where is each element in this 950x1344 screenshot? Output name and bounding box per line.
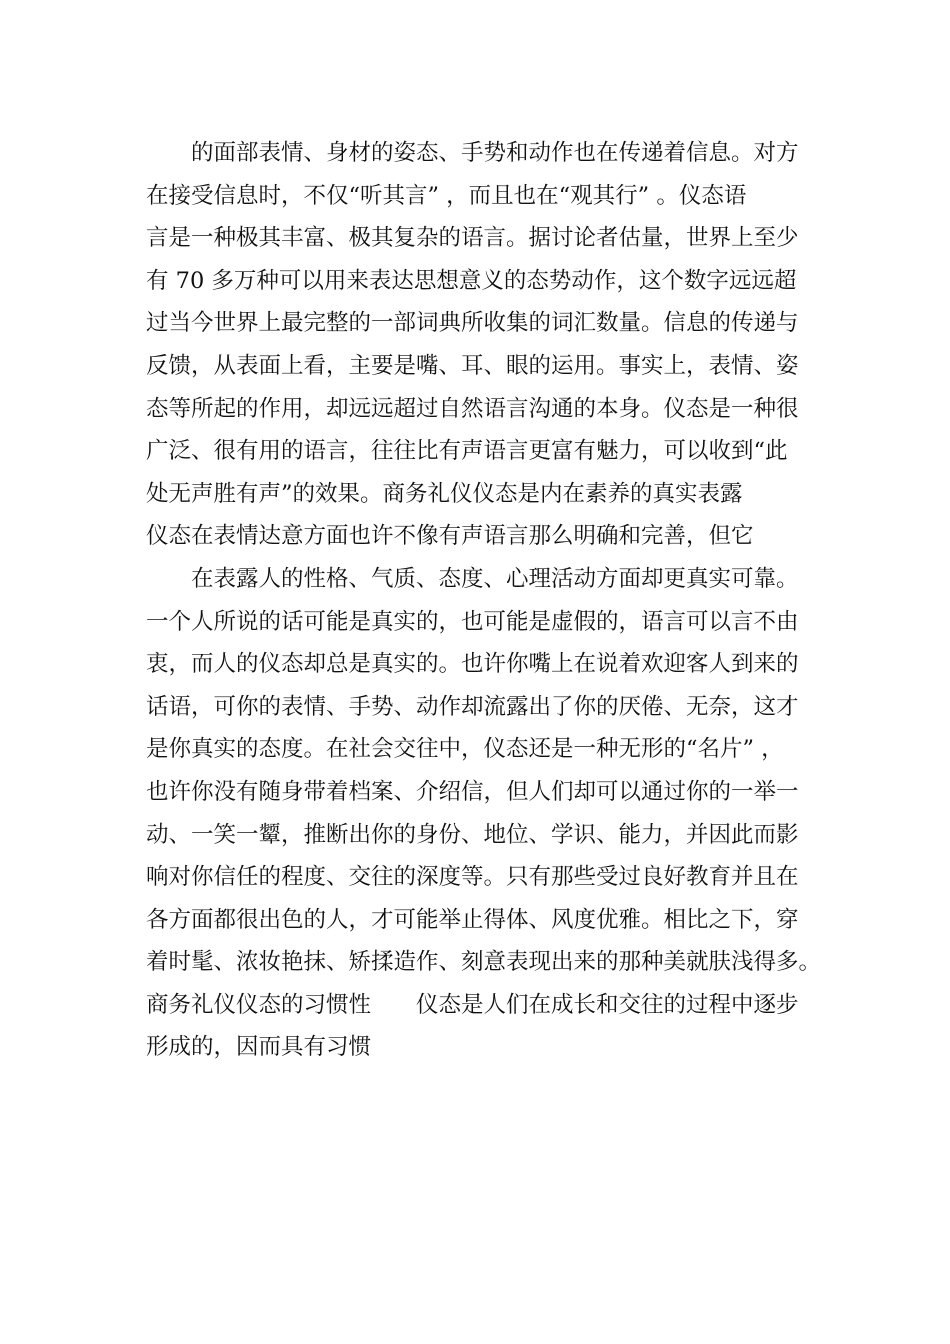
text-line: 也许你没有随身带着档案、介绍信，但人们却可以通过你的一举一	[146, 778, 799, 805]
text-line: 仪态在表情达意方面也许不像有声语言那么明确和完善，但它	[146, 523, 754, 550]
text-line: 过当今世界上最完整的一部词典所收集的词汇数量。信息的传递与	[146, 310, 799, 337]
text-line: 着时髦、浓妆艳抹、矫揉造作、刻意表现出来的那种美就肤浅得多。	[146, 949, 822, 976]
text-line: 在表露人的性格、气质、态度、心理活动方面却更真实可靠。	[191, 565, 799, 592]
text-line: 在接受信息时，不仅“听其言” ，而且也在“观其行” 。仪态语	[146, 182, 747, 209]
text-line: 处无声胜有声”的效果。商务礼仪仪态是内在素养的真实表露	[146, 480, 743, 507]
text-line: 态等所起的作用，却远远超过自然语言沟通的本身。仪态是一种很	[146, 395, 799, 422]
body-text	[146, 132, 836, 1069]
text-line: 的面部表情、身材的姿态、手势和动作也在传递着信息。对方	[191, 140, 799, 166]
text-line: 有 70 多万种可以用来表达思想意义的态势动作，这个数字远远超	[146, 267, 797, 294]
text-line: 响对你信任的程度、交往的深度等。只有那些受过良好教育并且在	[146, 864, 799, 891]
text-line: 是你真实的态度。在社会交往中，仪态还是一种无形的“名片” ，	[146, 736, 784, 763]
text-line: 言是一种极其丰富、极其复杂的语言。据讨论者估量，世界上至少	[146, 225, 799, 252]
text-line: 动、一笑一颦，推断出你的身份、地位、学识、能力，并因此而影	[146, 821, 799, 848]
text-line: 衷，而人的仪态却总是真实的。也许你嘴上在说着欢迎客人到来的	[146, 651, 799, 678]
text-line: 各方面都很出色的人，才可能举止得体、风度优雅。相比之下，穿	[146, 906, 799, 933]
text-line: 话语，可你的表情、手势、动作却流露出了你的厌倦、无奈，这才	[146, 693, 799, 720]
text-line: 一个人所说的话可能是真实的，也可能是虚假的，语言可以言不由	[146, 608, 799, 635]
text-line: 形成的，因而具有习惯	[146, 1034, 372, 1061]
text-line: 广泛、很有用的语言，往往比有声语言更富有魅力，可以收到“此	[146, 438, 788, 465]
text-line: 商务礼仪仪态的习惯性 仪态是人们在成长和交往的过程中逐步	[146, 991, 799, 1018]
text-line: 反馈，从表面上看，主要是嘴、耳、眼的运用。事实上，表情、姿	[146, 352, 799, 379]
